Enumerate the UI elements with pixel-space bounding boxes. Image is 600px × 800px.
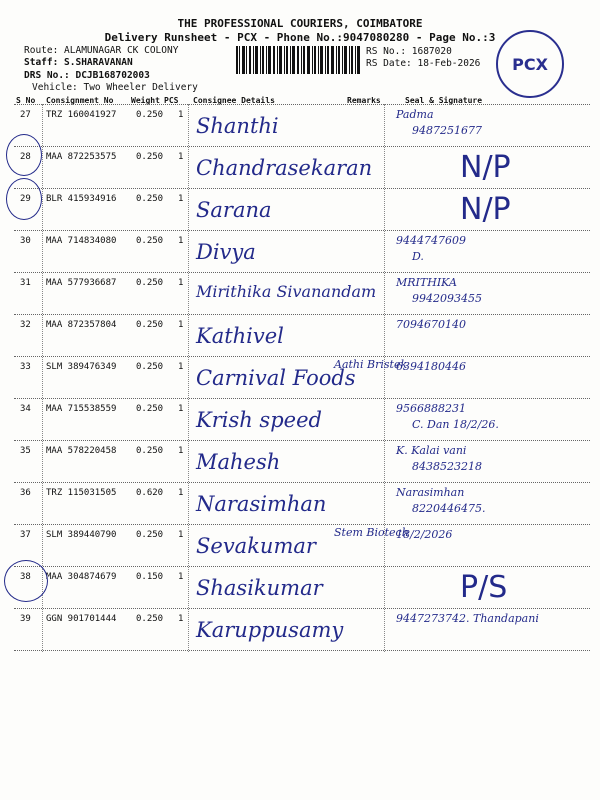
- pcx-stamp: PCX: [496, 30, 564, 98]
- col-seal-signature: Seal & Signature: [405, 96, 483, 105]
- row-name: Narasimhan: [196, 492, 327, 516]
- row-sig1: 9447273742. Thandapani: [396, 612, 539, 625]
- row-weight: 0.250: [136, 194, 164, 204]
- row-rule: [14, 314, 590, 315]
- row-rule: [14, 482, 590, 483]
- barcode-icon: [236, 46, 360, 74]
- row-sig1: 9566888231: [396, 402, 466, 415]
- row-sno: 34: [20, 404, 31, 414]
- row-name: Kathivel: [196, 324, 284, 348]
- row-weight: 0.620: [136, 488, 164, 498]
- row-sig1: 18/2/2026: [396, 528, 453, 541]
- row-weight: 0.250: [136, 530, 164, 540]
- row-name: Karuppusamy: [196, 618, 344, 642]
- col-consignment: Consignment No: [46, 96, 114, 105]
- column-divider: [188, 104, 189, 652]
- row-pcs: 1: [178, 362, 184, 372]
- row-pcs: 1: [178, 614, 184, 624]
- row-pcs: 1: [178, 278, 184, 288]
- row-rule: [14, 524, 590, 525]
- row-weight: 0.250: [136, 446, 164, 456]
- row-cons: MAA 872357804: [46, 320, 117, 330]
- row-28-circle-mark: [6, 134, 42, 176]
- row-sig2: C. Dan 18/2/26.: [412, 418, 499, 431]
- row-cons: MAA 714834080: [46, 236, 117, 246]
- row-pcs: 1: [178, 110, 184, 120]
- row-pcs: 1: [178, 404, 184, 414]
- row-cons: MAA 715538559: [46, 404, 117, 414]
- row-remark: Stem Biotech: [334, 526, 409, 539]
- row-sno: 33: [20, 362, 31, 372]
- row-pcs: 1: [178, 572, 184, 582]
- rs-date: RS Date: 18-Feb-2026: [366, 58, 481, 69]
- row-sig1: N/P: [460, 150, 511, 185]
- row-pcs: 1: [178, 320, 184, 330]
- row-rule: [14, 650, 590, 651]
- row-rule: [14, 608, 590, 609]
- row-sno: 37: [20, 530, 31, 540]
- row-rule: [14, 440, 590, 441]
- header-rule: [14, 104, 590, 105]
- col-remarks: Remarks: [347, 96, 381, 105]
- row-name: Carnival Foods: [196, 366, 356, 390]
- row-cons: MAA 577936687: [46, 278, 117, 288]
- row-sig1: Narasimhan: [396, 486, 465, 499]
- row-rule: [14, 146, 590, 147]
- row-sig1: N/P: [460, 192, 511, 227]
- row-weight: 0.150: [136, 572, 164, 582]
- row-cons: TRZ 160041927: [46, 110, 117, 120]
- row-remark: Aathi Bristek: [334, 358, 408, 371]
- row-rule: [14, 398, 590, 399]
- drs-label: DRS No.: DCJB168702003: [24, 70, 150, 81]
- row-name: Shasikumar: [196, 576, 323, 600]
- row-rule: [14, 356, 590, 357]
- row-weight: 0.250: [136, 614, 164, 624]
- row-weight: 0.250: [136, 236, 164, 246]
- row-pcs: 1: [178, 446, 184, 456]
- row-cons: MAA 304874679: [46, 572, 117, 582]
- row-cons: BLR 415934916: [46, 194, 117, 204]
- row-rule: [14, 566, 590, 567]
- row-name: Sevakumar: [196, 534, 316, 558]
- col-pcs: PCS: [164, 96, 179, 105]
- row-rule: [14, 272, 590, 273]
- row-rule: [14, 188, 590, 189]
- row-name: Mirithika Sivanandam: [196, 282, 377, 301]
- row-29-circle-mark: [6, 178, 42, 220]
- row-pcs: 1: [178, 530, 184, 540]
- row-cons: MAA 872253575: [46, 152, 117, 162]
- row-weight: 0.250: [136, 152, 164, 162]
- row-sig2: 8438523218: [412, 460, 482, 473]
- row-name: Sarana: [196, 198, 272, 222]
- row-rule: [14, 230, 590, 231]
- row-sno: 28: [20, 152, 31, 162]
- row-pcs: 1: [178, 194, 184, 204]
- row-pcs: 1: [178, 236, 184, 246]
- row-sno: 39: [20, 614, 31, 624]
- row-sno: 35: [20, 446, 31, 456]
- row-pcs: 1: [178, 152, 184, 162]
- row-cons: SLM 389440790: [46, 530, 117, 540]
- row-weight: 0.250: [136, 110, 164, 120]
- row-sig2: 8220446475.: [412, 502, 486, 515]
- row-sig1: P/S: [460, 570, 508, 605]
- row-cons: GGN 901701444: [46, 614, 117, 624]
- row-sig1: K. Kalai vani: [396, 444, 467, 457]
- row-name: Chandrasekaran: [196, 156, 373, 180]
- vehicle-label: Vehicle: Two Wheeler Delivery: [32, 82, 198, 93]
- runsheet-subtitle: Delivery Runsheet - PCX - Phone No.:9047080280 - Page No.:3: [104, 31, 496, 44]
- row-sno: 31: [20, 278, 31, 288]
- row-sno: 30: [20, 236, 31, 246]
- row-name: Mahesh: [196, 450, 281, 474]
- col-weight: Weight: [131, 96, 160, 105]
- row-sno: 27: [20, 110, 31, 120]
- staff-label: Staff: S.SHARAVANAN: [24, 57, 133, 68]
- row-sig1: 9444747609: [396, 234, 466, 247]
- row-cons: TRZ 115031505: [46, 488, 117, 498]
- row-name: Divya: [196, 240, 256, 264]
- row-sno: 38: [20, 572, 31, 582]
- row-sig1: 6394180446: [396, 360, 466, 373]
- row-sig1: Padma: [396, 108, 434, 121]
- column-divider: [384, 104, 385, 652]
- col-sno: S No: [16, 96, 36, 105]
- col-consignee: Consignee Details: [193, 96, 275, 105]
- row-weight: 0.250: [136, 362, 164, 372]
- rs-number: RS No.: 1687020: [366, 46, 452, 57]
- row-sig2: D.: [412, 250, 424, 263]
- row-sno: 32: [20, 320, 31, 330]
- row-sig2: 9942093455: [412, 292, 482, 305]
- row-cons: MAA 578220458: [46, 446, 117, 456]
- row-sig2: 9487251677: [412, 124, 482, 137]
- row-pcs: 1: [178, 488, 184, 498]
- row-weight: 0.250: [136, 278, 164, 288]
- row-sno: 36: [20, 488, 31, 498]
- row-weight: 0.250: [136, 320, 164, 330]
- row-sig1: 7094670140: [396, 318, 466, 331]
- row-weight: 0.250: [136, 404, 164, 414]
- row-38-circle-mark: [4, 560, 48, 602]
- row-cons: SLM 389476349: [46, 362, 117, 372]
- row-sig1: MRITHIKA: [396, 276, 457, 289]
- company-title: THE PROFESSIONAL COURIERS, COIMBATORE: [177, 17, 423, 30]
- row-name: Shanthi: [196, 114, 279, 138]
- route-label: Route: ALAMUNAGAR CK COLONY: [24, 45, 179, 56]
- row-sno: 29: [20, 194, 31, 204]
- row-name: Krish speed: [196, 408, 322, 432]
